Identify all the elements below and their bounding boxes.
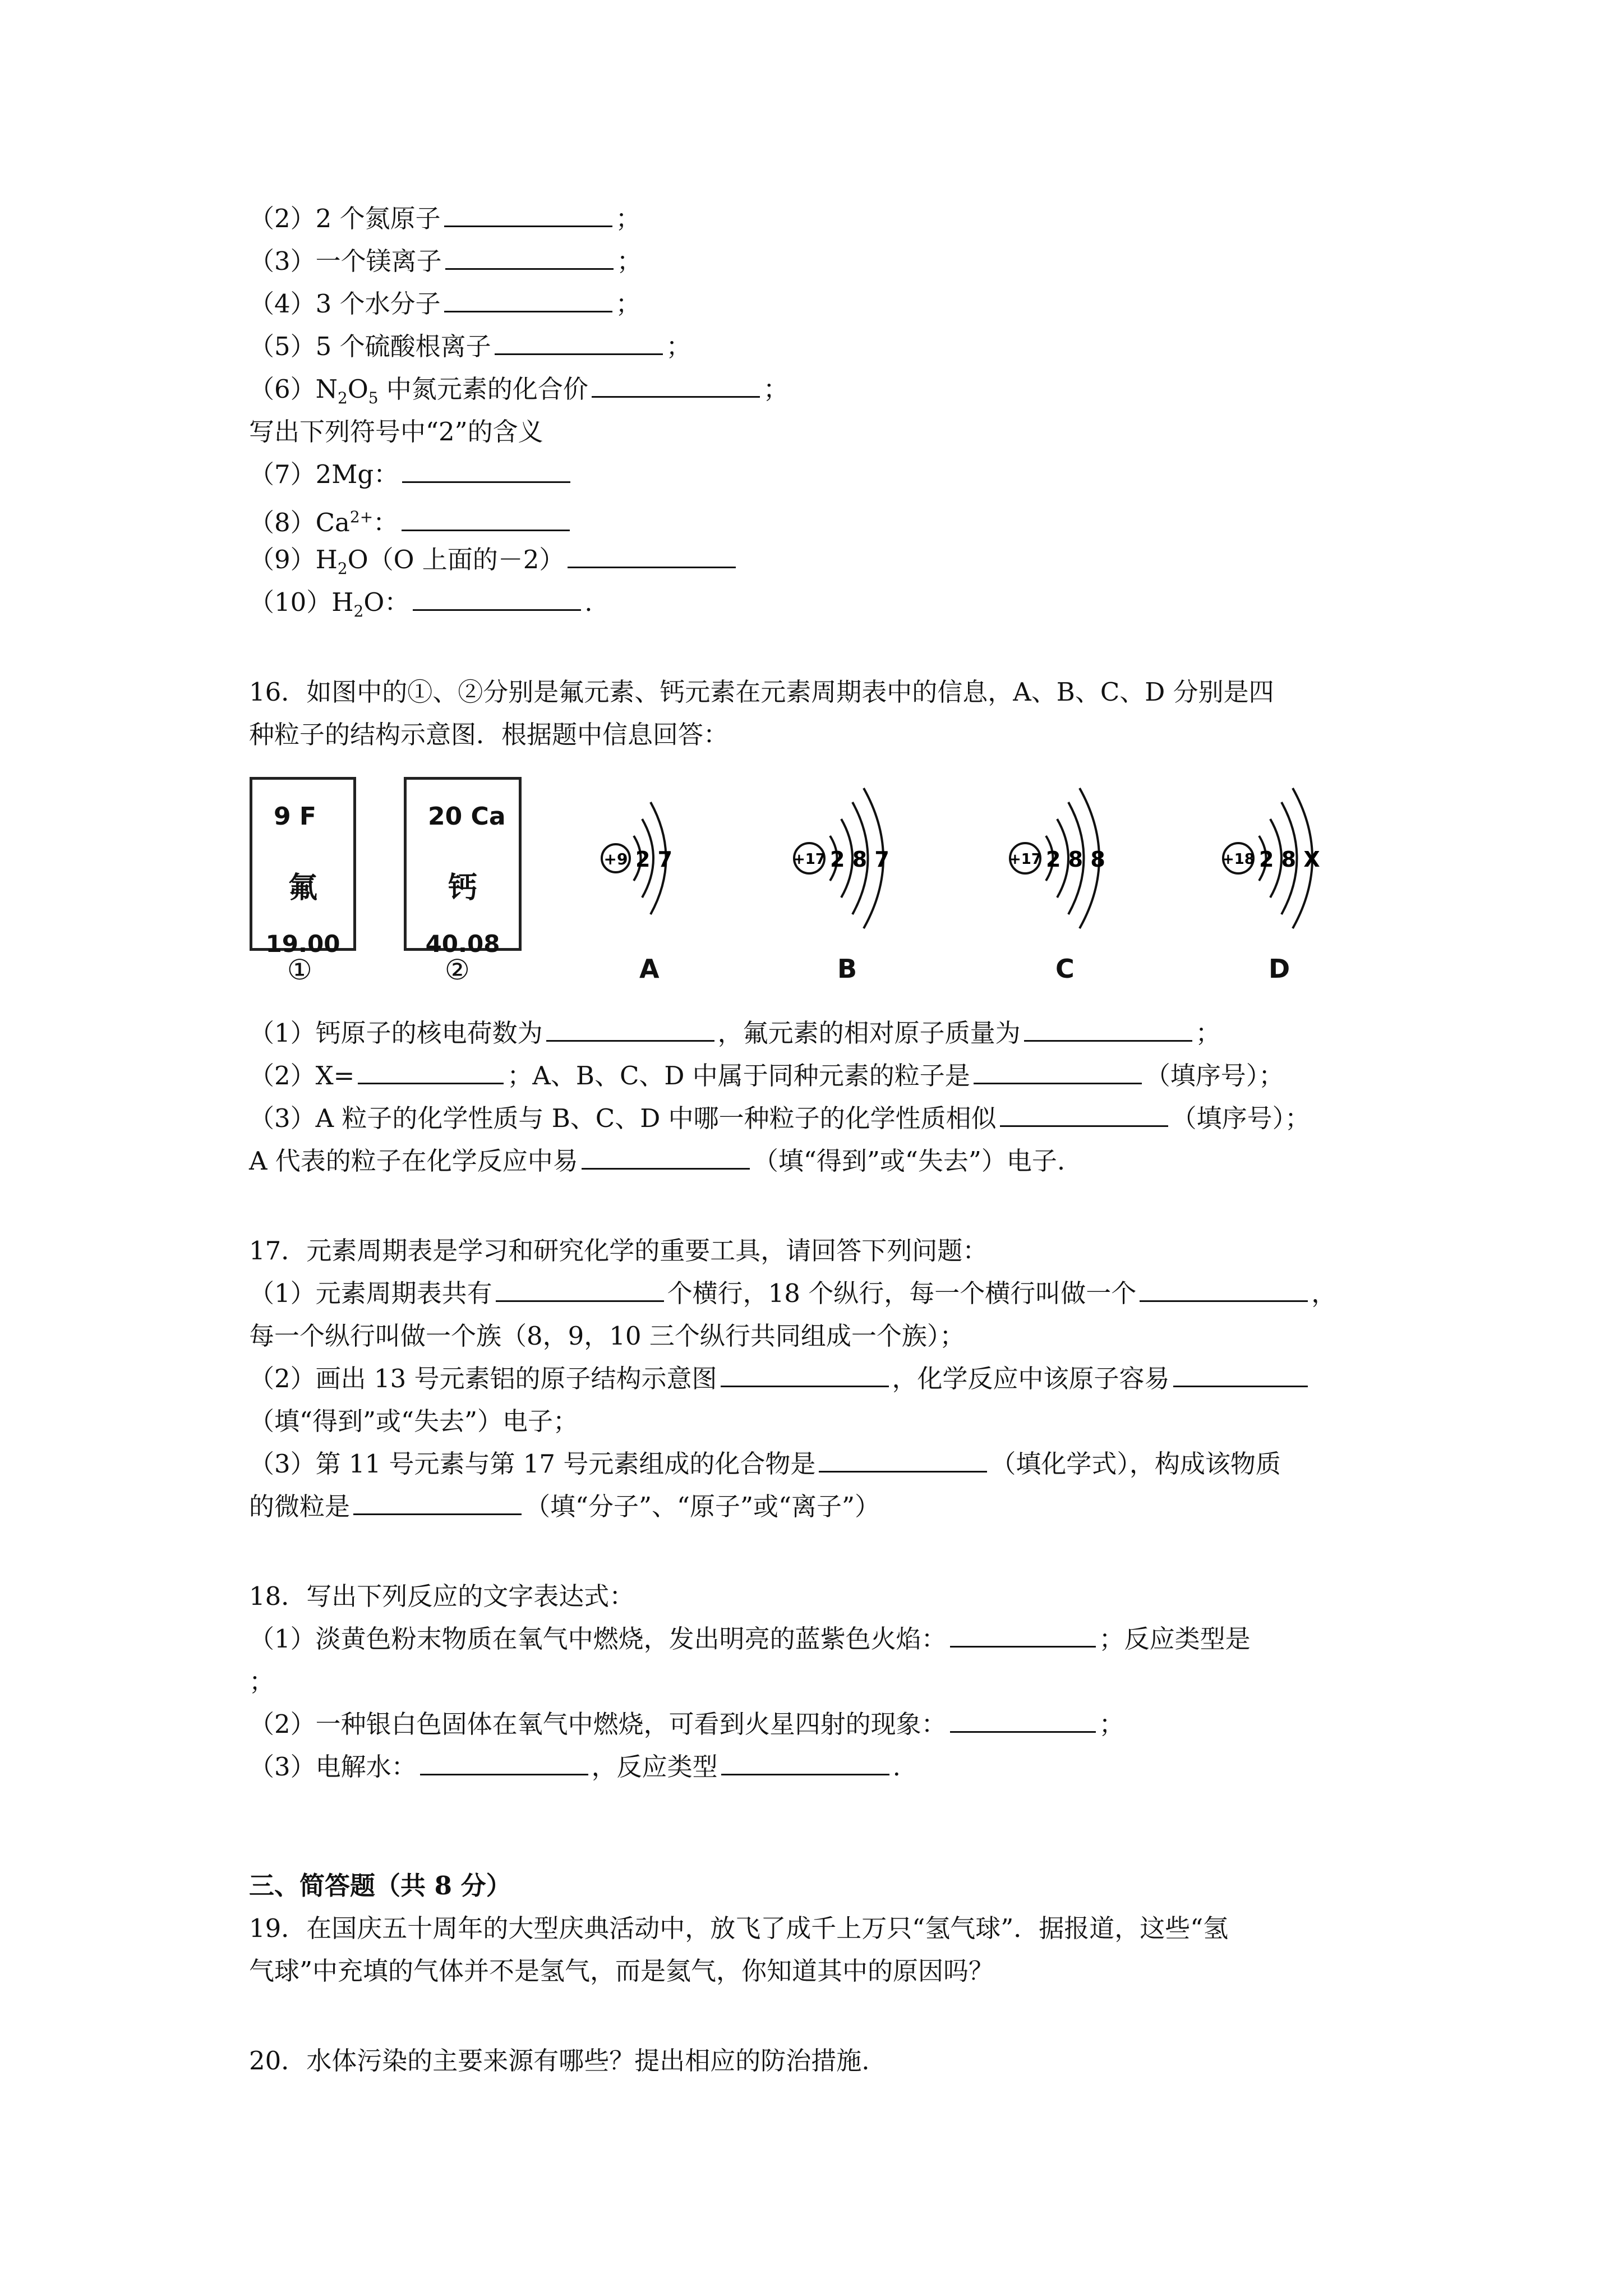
q15-item-5: （5）5 个硫酸根离子 ； [249, 332, 691, 361]
q17-part-1-cont: 每一个纵行叫做一个族（8，9，10 三个纵行共同组成一个族）； [249, 1321, 965, 1351]
answer-blank[interactable] [950, 1623, 1096, 1648]
element-name: 钙 [448, 871, 477, 905]
electron-counts: 2 8 7 [830, 847, 889, 872]
answer-blank[interactable] [582, 1145, 750, 1170]
element-number-symbol: 20 Ca [428, 802, 506, 831]
nucleus-charge: +17 [1009, 851, 1041, 868]
q18-part-1: （1）淡黄色粉末物质在氧气中燃烧，发出明亮的蓝紫色火焰： ；反应类型是 [249, 1624, 1251, 1654]
q15-item-3: （3）一个镁离子 ； [249, 246, 642, 276]
atom-label-d: D [1269, 954, 1290, 984]
answer-blank[interactable] [1000, 1103, 1168, 1127]
electron-counts: 2 8 8 [1046, 847, 1105, 872]
q15-item-7: （7）2Mg： [249, 458, 574, 491]
answer-blank[interactable] [358, 1060, 504, 1084]
element-card-calcium [404, 777, 522, 958]
q18-part-3: （3）电解水： ，反应类型 . [249, 1752, 901, 1782]
atom-diagram-a [594, 785, 707, 926]
answer-blank[interactable] [721, 1751, 889, 1775]
nucleus-charge: +18 [1222, 851, 1255, 868]
q18-part-2: （2）一种银白色固体在氧气中燃烧，可看到火星四射的现象： ； [249, 1709, 1124, 1739]
q17-title: 17．元素周期表是学习和研究化学的重要工具，请回答下列问题： [249, 1236, 988, 1266]
q15-item-4: （4）3 个水分子 ； [249, 289, 641, 319]
q16-part-4: A 代表的粒子在化学反应中易 （填“得到”或“失去”）电子. [249, 1146, 1066, 1176]
answer-blank[interactable] [413, 587, 581, 611]
q17-part-3-cont: 的微粒是 （填“分子”、“原子”或“离子”） [249, 1492, 880, 1521]
nucleus-charge: +17 [793, 851, 826, 868]
answer-blank[interactable] [402, 459, 570, 483]
q16-stem-line2: 种粒子的结构示意图．根据题中信息回答： [249, 720, 729, 749]
answer-blank[interactable] [353, 1491, 522, 1515]
q16-part-1: （1）钙原子的核电荷数为 ，氟元素的相对原子质量为 ； [249, 1018, 1221, 1048]
answer-blank[interactable] [1140, 1278, 1308, 1302]
q18-part-1-cont: ； [249, 1667, 275, 1696]
answer-blank[interactable] [402, 507, 570, 531]
atom-label-a: A [639, 954, 660, 984]
q15-heading-meaning: 写出下列符号中“2”的含义 [249, 417, 543, 447]
element-card-fluorine [250, 777, 356, 958]
element-mass: 19.00 [265, 930, 340, 958]
q17-part-3: （3）第 11 号元素与第 17 号元素组成的化合物是 （填化学式），构成该物质 [249, 1449, 1281, 1479]
q15-item-6: $(6)N_2O_5$ 中氮元素的化合价 ； [249, 374, 789, 407]
q15-item-8: $(8)Ca^{2+}$： [249, 500, 573, 540]
q20: 20．水体污染的主要来源有哪些？提出相应的防治措施. [249, 2046, 870, 2076]
answer-blank[interactable] [1024, 1018, 1192, 1042]
atom-label-c: C [1055, 954, 1075, 984]
answer-blank[interactable] [444, 203, 612, 227]
answer-blank[interactable] [420, 1751, 588, 1775]
answer-blank[interactable] [546, 1018, 714, 1042]
answer-blank[interactable] [495, 331, 663, 355]
answer-blank[interactable] [496, 1278, 664, 1302]
electron-counts: 2 7 [635, 847, 673, 872]
q15-item-10: $(10)H_2O$： . [249, 587, 593, 620]
section-heading: 三、简答题（共 8 分） [249, 1871, 511, 1901]
q18-title: 18．写出下列反应的文字表达式： [249, 1581, 635, 1611]
q19-line2: 气球”中充填的气体并不是氢气，而是氦气，你知道其中的原因吗？ [249, 1956, 994, 1986]
q16-part-2: （2）X= ；A、B、C、D 中属于同种元素的粒子是 （填序号）； [249, 1061, 1284, 1091]
answer-blank[interactable] [721, 1363, 889, 1387]
atom-diagram-d [1217, 785, 1363, 926]
answer-blank[interactable] [950, 1709, 1096, 1733]
answer-blank[interactable] [1173, 1363, 1308, 1387]
answer-blank[interactable] [445, 246, 614, 270]
figure-marker-2: ② [445, 954, 470, 986]
element-number-symbol: 9 F [274, 802, 316, 831]
answer-blank[interactable] [819, 1448, 987, 1473]
answer-blank[interactable] [974, 1060, 1142, 1084]
q17-part-1: （1）元素周期表共有 个横行，18 个纵行，每一个横行叫做一个 ， [249, 1278, 1337, 1308]
element-name: 氟 [288, 871, 317, 905]
q17-part-2-cont: （填“得到”或“失去”）电子； [249, 1406, 579, 1436]
atom-diagram-b [788, 785, 934, 926]
q15-item-2: （2）2 个氮原子 ； [249, 204, 641, 233]
q17-part-2: （2）画出 13 号元素铝的原子结构示意图 ，化学反应中该原子容易 [249, 1362, 1311, 1396]
nucleus-charge: +9 [603, 850, 628, 868]
answer-blank[interactable] [592, 374, 760, 398]
answer-blank[interactable] [444, 288, 612, 312]
electron-counts: 2 8 X [1259, 847, 1320, 872]
q16-part-3: （3）A 粒子的化学性质与 B、C、D 中哪一种粒子的化学性质相似 （填序号）； [249, 1103, 1311, 1133]
atom-label-b: B [837, 954, 857, 984]
atom-diagram-c [1004, 785, 1150, 926]
element-mass: 40.08 [425, 930, 500, 958]
q19-line1: 19．在国庆五十周年的大型庆典活动中，放飞了成千上万只“氢气球”．据报道，这些“氢 [249, 1913, 1229, 1943]
answer-blank[interactable] [568, 544, 736, 568]
figure-marker-1: ① [287, 954, 312, 986]
q16-stem-line1: 16．如图中的①、②分别是氟元素、钙元素在元素周期表中的信息，A、B、C、D 分别是四 [249, 677, 1274, 707]
q15-item-9: $(9)H_2O(O$ 上面的－2） [249, 543, 739, 586]
